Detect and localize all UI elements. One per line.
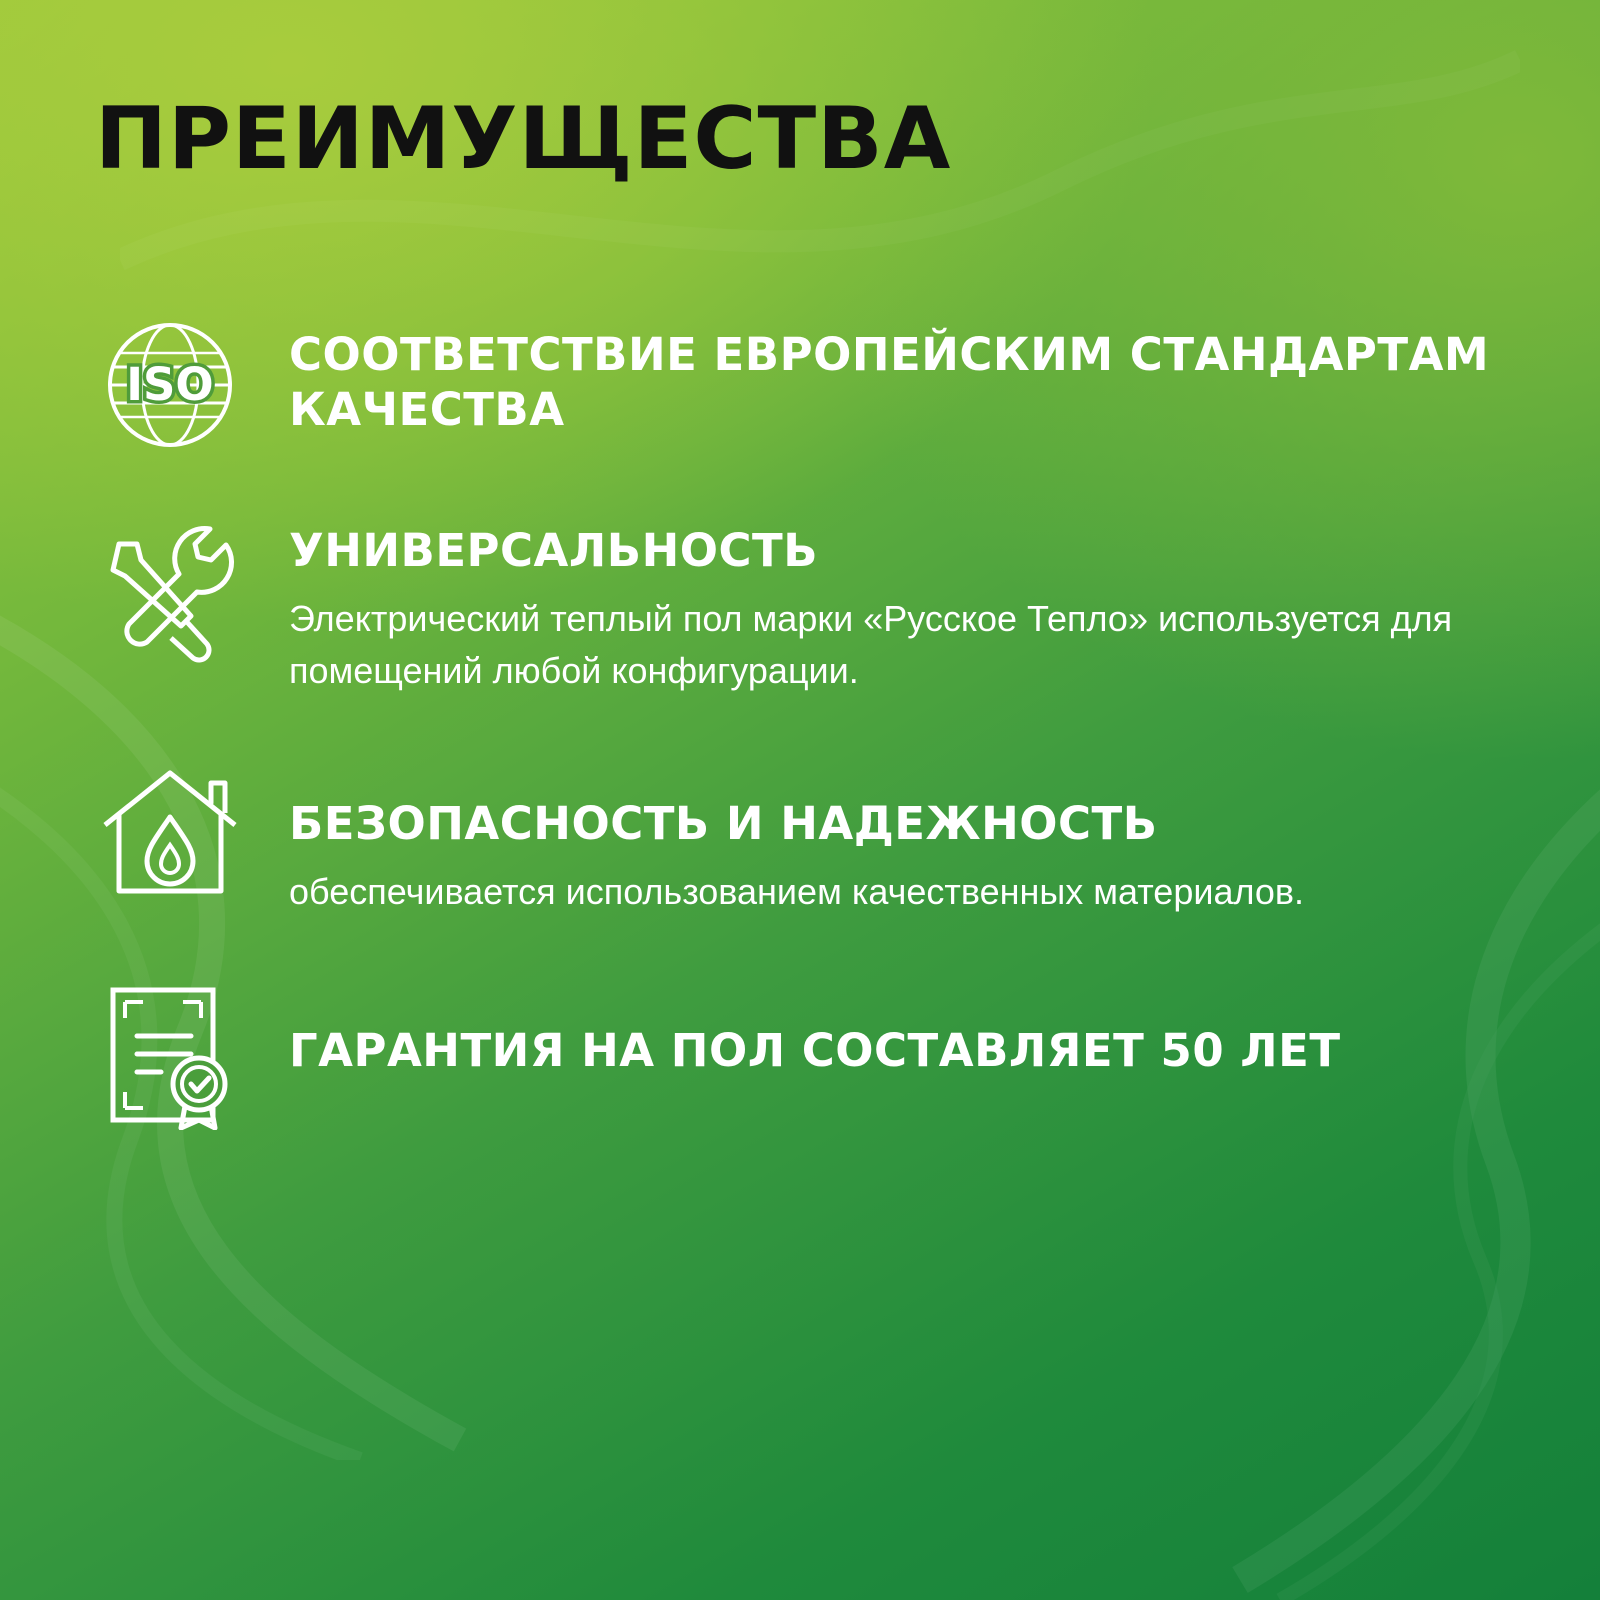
feature-text-safety: [289, 759, 1490, 918]
feature-body: Электрический теплый пол марки «Русское Тепло» используется для помещений любой конфигурации.: [289, 597, 1453, 692]
list-item-universality: [95, 522, 1490, 697]
feature-heading: УНИВЕРСАЛЬНОСТЬ: [289, 524, 818, 577]
iso-globe-icon: [95, 310, 245, 460]
advantages-list: [95, 310, 1490, 1130]
list-item-iso: [95, 310, 1490, 460]
feature-heading: ГАРАНТИЯ НА ПОЛ СОСТАВЛЯЕТ 50 ЛЕТ: [289, 1024, 1341, 1078]
page-title: ПРЕИМУЩЕСТВА: [95, 89, 952, 189]
svg-text:ISO: ISO: [126, 358, 214, 411]
certificate-award-icon: [95, 980, 245, 1130]
list-item-warranty: [95, 980, 1490, 1130]
feature-text-universality: [289, 522, 1490, 697]
feature-heading: БЕЗОПАСНОСТЬ И НАДЕЖНОСТЬ: [289, 797, 1158, 851]
wrench-screwdriver-icon: [95, 522, 245, 672]
house-flame-icon: [95, 759, 245, 909]
list-item-safety: [95, 759, 1490, 918]
feature-text-warranty: [289, 980, 1490, 1079]
feature-body: обеспечивается использованием качественных материалов.: [289, 871, 1305, 913]
feature-text-iso: [289, 310, 1490, 438]
feature-heading: СООТВЕТСТВИЕ ЕВРОПЕЙСКИМ СТАНДАРТАМ КАЧЕСТВА: [289, 328, 1490, 436]
